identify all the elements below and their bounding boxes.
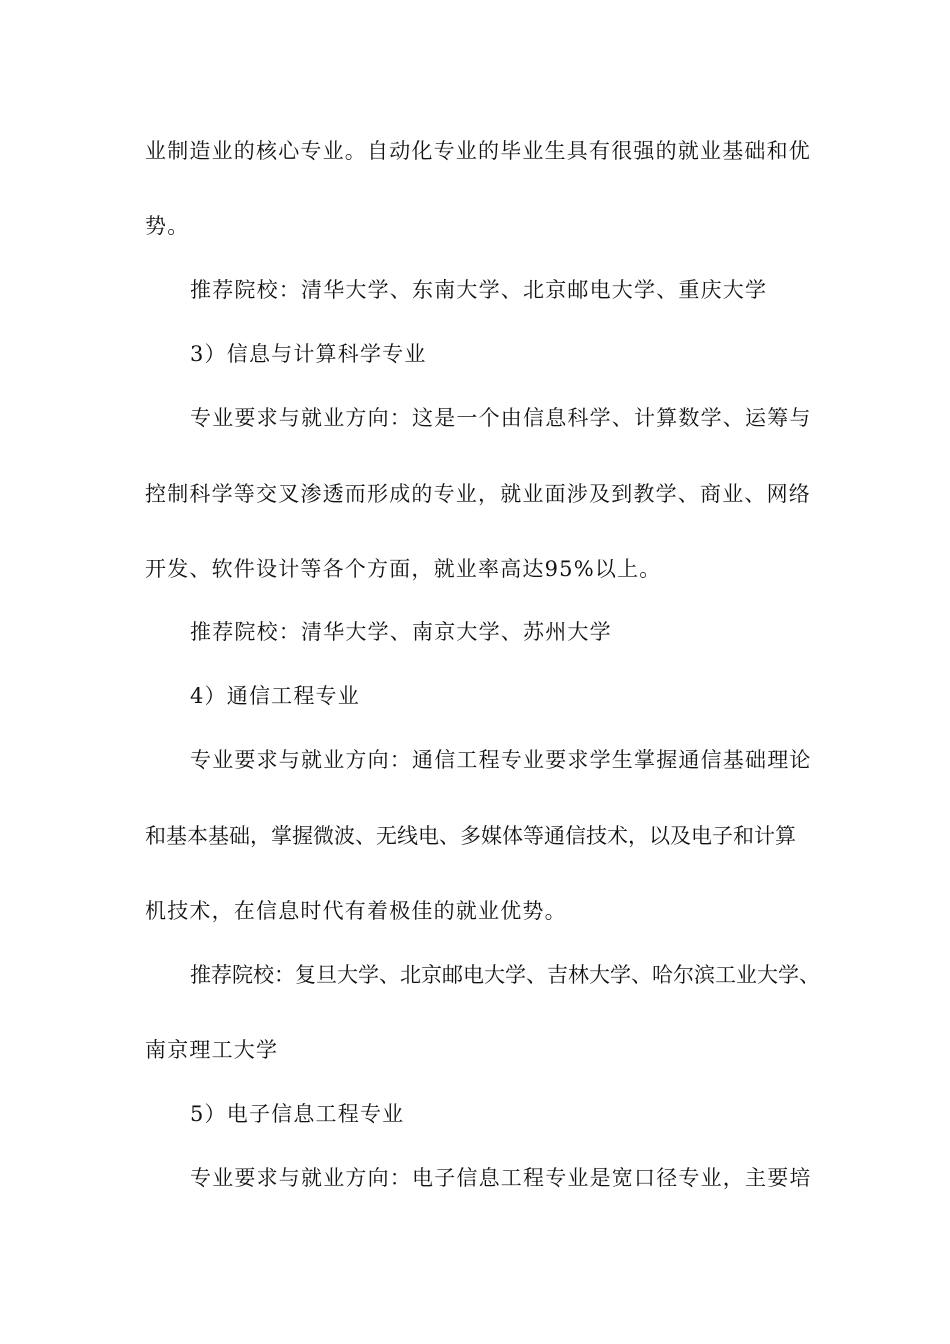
paragraph-line: 专业要求与就业方向：这是一个由信息科学、计算数学、运筹与 <box>190 406 812 430</box>
section-heading: 5）电子信息工程专业 <box>190 1102 405 1126</box>
paragraph-line: 和基本基础，掌握微波、无线电、多媒体等通信技术，以及电子和计算 <box>145 824 796 848</box>
recommended-schools-line: 推荐院校：复旦大学、北京邮电大学、吉林大学、哈尔滨工业大学、 <box>190 963 820 987</box>
paragraph-line: 开发、软件设计等各个方面，就业率高达95%以上。 <box>145 557 662 581</box>
paragraph-line: 控制科学等交叉渗透而形成的专业，就业面涉及到教学、商业、网络 <box>145 482 811 506</box>
paragraph-line: 机技术，在信息时代有着极佳的就业优势。 <box>145 899 567 923</box>
paragraph-line: 势。 <box>145 214 190 238</box>
recommended-schools-line: 推荐院校：清华大学、东南大学、北京邮电大学、重庆大学 <box>190 278 768 302</box>
section-heading: 3）信息与计算科学专业 <box>190 342 427 366</box>
paragraph-line: 南京理工大学 <box>145 1038 279 1062</box>
paragraph-line: 业制造业的核心专业。自动化专业的毕业生具有很强的就业基础和优 <box>145 139 811 163</box>
paragraph-line: 专业要求与就业方向：电子信息工程专业是宽口径专业，主要培 <box>190 1166 812 1190</box>
recommended-schools-line: 推荐院校：清华大学、南京大学、苏州大学 <box>190 620 612 644</box>
section-heading: 4）通信工程专业 <box>190 684 360 708</box>
paragraph-line: 专业要求与就业方向：通信工程专业要求学生掌握通信基础理论 <box>190 748 812 772</box>
